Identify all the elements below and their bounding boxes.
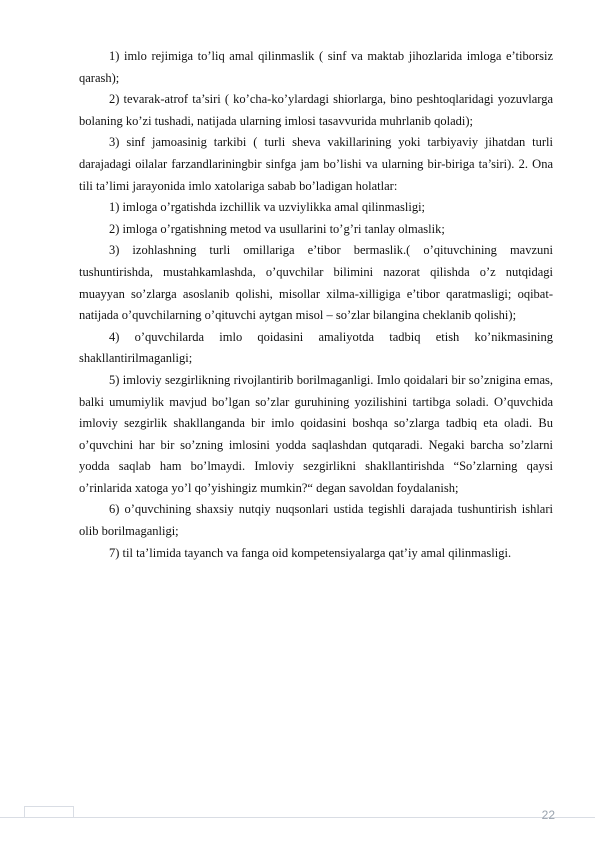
paragraph: 5) imloviy sezgirlikning rivojlantirib borilmaganligi. Imlo qoidalari bir so’znigina emas, balki umumiylik mavjud bo’lgan so’zlar guruhining yozilishini tartibga soladi. O’quvchida imloviy sezgirlik shakllanganda bir imlo qoidasini boshqa so’zlarga tadbiq eta oladi. Bu o’quvchini har bir so’zning imlosini yodda saqlashdan qutqaradi. Negaki barcha so’zlarni yodda saqlab ham bo’lmaydi. Imloviy sezgirlikni shakllantirishda “So’zlarning qaysi o’rinlarida xatoga yo’l qo’yishingiz mumkin?“ degan savoldan foydalanish; [79, 372, 553, 495]
paragraph: 3) izohlashning turli omillariga e’tibor bermaslik.( o’qituvchining mavzuni tushuntirishda, mustahkamlashda, o’quvchilar bilimini nazorat qilishda o’z nutqidagi muayyan so’zlarga asoslanib qolishi, misollar xilma-xilligiga e’tibor qaratmasligi; oqibat-natijada o’quvchilarning o’qituvchi aytgan misol – so’zlar bilangina cheklanib qolishi); [79, 243, 553, 323]
paragraph: 2) tevarak-atrof ta’siri ( ko’cha-ko’ylardagi shiorlarga, bino peshtoqlaridagi yozuvlarga bolaning ko’zi tushadi, natijada ularning imlosi tasavvurida muhrlanib qoladi); [79, 92, 553, 128]
paragraph: 1) imloga o’rgatishda izchillik va uzviylikka amal qilinmasligi; [109, 200, 426, 215]
paragraph: 2) imloga o’rgatishning metod va usullarini to’g’ri tanlay olmaslik; [109, 221, 445, 236]
footer-divider [0, 817, 595, 818]
paragraph: 4) o’quvchilarda imlo qoidasini amaliyotda tadbiq etish ko’nikmasining shakllantirilmaganligi; [79, 329, 553, 366]
document-body [79, 46, 553, 564]
page-number: 22 [541, 808, 555, 822]
paragraph: 7) til ta’limida tayanch va fanga oid kompetensiyalarga qat’iy amal qilinmasligi. [109, 545, 512, 560]
paragraph: 3) sinf jamoasinig tarkibi ( turli sheva vakillarining yoki tarbiyaviy jihatdan turli darajadagi oilalar farzandlariningbir sinfga jam bo’lishi va ularning bir-biriga ta’siri). 2. Ona tili ta’limi jarayonida imlo xatolariga sabab bo’ladigan holatlar: [79, 135, 553, 193]
footer-tab-decoration [24, 806, 74, 817]
paragraph: 6) o’quvchining shaxsiy nutqiy nuqsonlari ustida tegishli darajada tushuntirish ishlari olib borilmaganligi; [79, 502, 553, 539]
paragraph: 1) imlo rejimiga to’liq amal qilinmaslik ( sinf va maktab jihozlarida imloga e’tiborsiz qarash); [79, 49, 553, 85]
